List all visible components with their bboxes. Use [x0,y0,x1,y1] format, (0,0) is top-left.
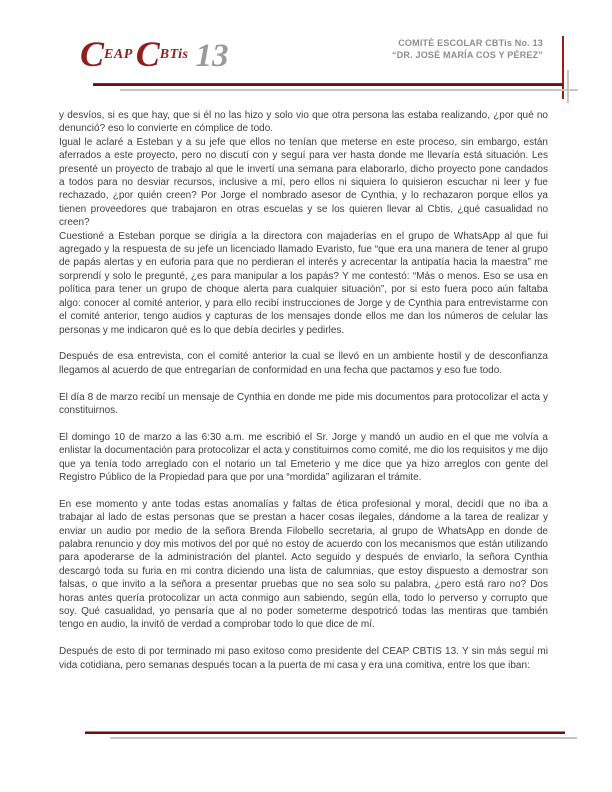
committee-line1: COMITÉ ESCOLAR CBTis No. 13 [398,38,543,48]
paragraph: El domingo 10 de marzo a las 6:30 a.m. me escribió el Sr. Jorge y mandó un audio en el que me volvía a enlistar la documentación para protocolizar el acta y constituirnos como comité, me dio los requisitos y me dijo que ya tenía todo arreglado con el notario un tal Emeterio y me dice que ya hizo arreglos con gente del Registro Público de la Propiedad para que por una “mordida” agilizaran el trámite. [59,431,548,483]
footer-red-rule [85,731,565,734]
logo-number: 13 [195,38,229,74]
logo-text-eap: EAP [104,47,133,62]
header-horizontal-red-rule [93,83,563,86]
committee-title [392,38,543,61]
ceap-cbtis-logo [80,36,228,73]
header-vertical-gray-rule [567,70,569,103]
logo-letter-c1: C [80,34,105,74]
paragraph: En ese momento y ante todas estas anomalías y faltas de ética profesional y moral, decidí que no iba a trabajar al lado de estas personas que se prestan a hacer cosas ilegales, dándome a la tarea de realizar y enviar un audio por medio de la señora Brenda Filobello secretaria, al grupo de WhatsApp en donde de palabra renuncio y doy mis motivos del por qué no estoy de acuerdo con los mecanismos que están utilizando para apoderarse de la administración del plantel. Acto seguido y después de enviarlo, la señora Cynthia descargó toda su furia en mi contra diciendo una lista de calumnias, que estoy dispuesto a demostrar son falsas, o que invito a la señora a presentar pruebas que no sea solo su palabra, ¿pero está raro no? Dos horas antes quería protocolizar un acta conmigo aun sabiendo, según ella, todo lo perverso y corrupto que soy. Qué casualidad, yo pensaría que al no poder someterme despotricó todas las mentiras que también tengo en audio, la invitó de verdad a comprobar todo lo que dice de mí. [59,498,548,631]
paragraph: y desvíos, si es que hay, que si él no las hizo y solo vio que otra persona las estaba realizando, ¿por qué no denunció? eso lo convierte en cómplice de todo. [59,110,548,135]
logo-letter-c2: C [135,34,160,74]
paragraph: Después de esto di por terminado mi paso exitoso como presidente del CEAP CBTIS 13. Y sin más seguí mi vida cotidiana, pero semanas después tocan a la puerta de mi casa y era una comitiva, entre los que iban: [59,646,548,671]
logo-text-btis: BTis [159,47,189,62]
paragraph: Después de esa entrevista, con el comité anterior la cual se llevó en un ambiente hostil y de desconfianza llegamos al acuerdo de que entregarían de conformidad en una fecha que pactamos y eso fue todo. [59,351,548,376]
committee-line2: “DR. JOSÉ MARÍA COS Y PÉREZ” [392,49,543,60]
header-horizontal-gray-rule [120,89,578,91]
document-body [59,109,548,672]
paragraph: El día 8 de marzo recibí un mensaje de Cynthia en donde me pide mis documentos para protocolizar el acta y constituirnos. [59,391,548,416]
footer-gray-rule [110,737,577,739]
paragraphs-container [59,109,548,672]
paragraph: Igual le aclaré a Esteban y a su jefe que ellos no tenían que meterse en este proceso, sin embargo, están aferrados a este proyecto, pero no discutí con y seguí para ver hasta donde me llevaría está situación. Les presenté un proyecto de trabajo al que le invertí una semana para elaborarlo, dicho proyecto pone candados a todos para no desviar recursos, inclusive a mí, pero ellos ni siquiera lo quisieron escuchar ni leer y fue rechazado, ¿por quién creen? Por Jorge el nombrado asesor de Cynthia, y lo rechazaron porque ellos ya tienen proveedores que trabajaron en otras escuelas y se los quieren llevar al Cbtis, ¿qué casualidad no creen? [59,136,548,229]
paragraph: Cuestioné a Esteban porque se dirigía a la directora con majaderías en el grupo de WhatsApp al que fui agregado y la respuesta de su jefe un licenciado llamado Evaristo, fue “que era una manera de tener al grupo de papás alertas y en euforia para que no perdieran el interés y acrecentar la antipatía hacia la maestra” me sorprendí y solo le pregunté, ¿es para manipular a los papás? Y me contestó: “Más o menos. Eso se usa en política para tener un grupo de choque alerta para cualquier situación”, por si esto fuera poco aún faltaba algo: conocer al comité anterior, y para ello recibí instrucciones de Jorge y de Cynthia para entrevistarme con el comité anterior, tengo audios y capturas de los mensajes donde ellos me dan los números de celular las personas y me indicaron qué es lo que debía decirles y pedirles. [59,230,548,336]
